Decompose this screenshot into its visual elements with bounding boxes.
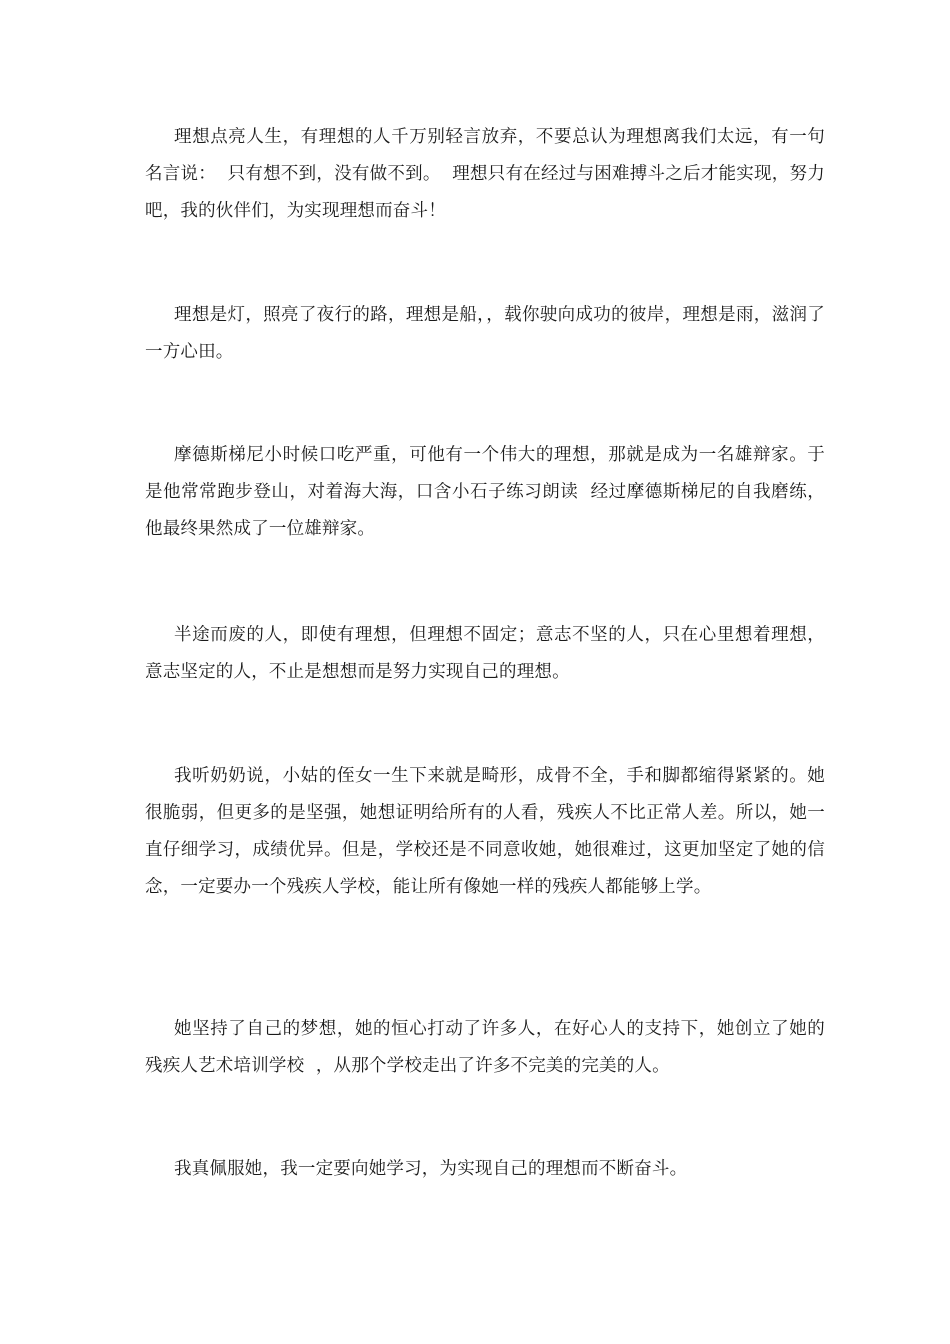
paragraph-admiration: 我真佩服她，我一定要向她学习，为实现自己的理想而不断奋斗。 — [174, 1159, 688, 1179]
paragraph-half-way: 半途而废的人，即使有理想，但理想不固定；意志不坚的人，只在心里想着理想，意志坚定的人，不止是想想而是努力实现自己的理想。 — [145, 625, 825, 682]
paragraph-ideal-lights-life: 理想点亮人生，有理想的人千万别轻言放弃，不要总认为理想离我们太远，有一句名言说： 只有想不到，没有做不到。 理想只有在经过与困难搏斗之后才能实现，努力吧，我的伙伴们，为实现理想而奋斗！ — [145, 127, 825, 221]
paragraph-school-founded: 她坚持了自己的梦想，她的恒心打动了许多人，在好心人的支持下，她创立了她的 残疾人艺术培训学校 ，从那个学校走出了许多不完美的完美的人。 — [145, 1019, 837, 1076]
paragraph-grandma-story: 我听奶奶说，小姑的侄女一生下来就是畸形，成骨不全，手和脚都缩得紧紧的。她很脆弱，但更多的是坚强，她想证明给所有的人看，残疾人不比正常人差。所以，她一直仔细学习，成绩优异。但是，学校还是不同意收她，她很难过，这更加坚定了她的信念，一定要办一个残疾人学校，能让所有像她一样的残疾人都能够上学。 — [145, 766, 825, 897]
paragraph-demosthenes: 摩德斯梯尼小时候口吃严重，可他有一个伟大的理想，那就是成为一名雄辩家。于是他常常跑步登山，对着海大海，口含小石子练习朗读 经过摩德斯梯尼的自我磨练，他最终果然成了一位雄辩家。 — [145, 445, 825, 539]
paragraph-ideal-is-lamp: 理想是灯，照亮了夜行的路，理想是船，，载你驶向成功的彼岸，理想是雨，滋润了一方心田。 — [145, 305, 825, 362]
